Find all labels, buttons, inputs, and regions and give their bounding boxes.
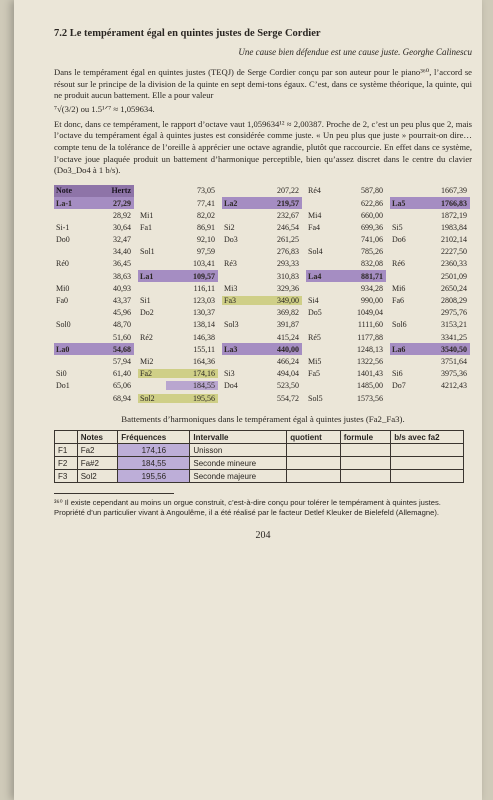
octave-paragraph: Et donc, dans ce tempérament, le rapport d’octave vaut 1,059634¹² ≈ 2,00387. Proche de 2, c’est un peu plus que 2, mais l’octave du tempérament égal à quintes justes est considérée comme juste. « Un peu plus que juste » pourrait-on dire… compte tenu de la tolérance de l’oreille à apprécier une octave agrandie, plutôt que raccourcie. En effet dans ce système, l’octave joue plaquée produit un battement d’harmonique perceptible, bien qu’assez discret dans le centre du clavier (Do3_Do4 à 1 b/s). <box>54 118 472 176</box>
frequency-value: 2501,09 <box>441 271 467 281</box>
grid-row <box>222 246 302 258</box>
frequency-value: 123,03 <box>193 296 215 306</box>
grid-row <box>54 246 134 258</box>
frequency-value: 109,57 <box>193 271 215 281</box>
footnote: ³⁶⁰ Il existe cependant au moins un orgue construit, c’est-à-dire conçu pour tolérer le tempérament à quintes justes. Propriété d’un particulier vivant à Angoulême, il a été réalisé par le facteur Detlef Kleuker de Bielefeld (Allemagne). <box>54 498 441 518</box>
note-name: Sol6 <box>392 320 407 330</box>
frequency-value: 1667,39 <box>441 186 467 196</box>
grid-row <box>390 307 470 319</box>
frequency-value: 232,67 <box>277 210 299 220</box>
table-cell <box>287 457 341 470</box>
note-name: Fa1 <box>140 222 152 232</box>
table-row <box>55 444 464 457</box>
frequency-value: 1573,56 <box>357 393 383 403</box>
grid-row <box>54 307 134 319</box>
frequency-value: 1177,88 <box>357 332 383 342</box>
note-name: Sol1 <box>140 247 155 257</box>
note-name: Do2 <box>140 308 154 318</box>
frequency-value: 3341,25 <box>441 332 467 342</box>
note-name: La3 <box>224 344 238 354</box>
table-cell <box>340 470 390 483</box>
note-name: La2 <box>224 198 238 208</box>
grid-row <box>138 294 218 306</box>
frequency-value: 164,36 <box>193 356 215 366</box>
frequency-value: 3153,21 <box>441 320 467 330</box>
header-hertz: Hertz <box>111 186 131 196</box>
table-row <box>55 470 464 483</box>
grid-row <box>390 331 470 343</box>
grid-column <box>390 185 470 404</box>
frequency-value: 40,93 <box>113 283 131 293</box>
grid-row <box>306 319 386 331</box>
table-cell: Fa2 <box>77 444 118 457</box>
frequency-value: 34,40 <box>113 247 131 257</box>
grid-row <box>138 258 218 270</box>
note-name: Si4 <box>308 296 319 306</box>
table-cell <box>391 444 464 457</box>
note-name: Ré5 <box>308 332 321 342</box>
grid-row <box>54 392 134 404</box>
note-name: Do0 <box>56 235 70 245</box>
grid-row <box>390 355 470 367</box>
frequency-value: 1766,83 <box>441 198 467 208</box>
frequency-value: 554,72 <box>277 393 299 403</box>
grid-row <box>138 355 218 367</box>
grid-row <box>390 185 470 197</box>
grid-row <box>138 368 218 380</box>
frequency-value: 934,28 <box>361 283 383 293</box>
note-name: Mi5 <box>308 356 322 366</box>
fifth-formula: ⁷√(3/2) ou 1.5¹ᐟ⁷ ≈ 1,059634. <box>54 103 155 114</box>
grid-row <box>138 319 218 331</box>
grid-row <box>138 234 218 246</box>
note-name: Fa5 <box>308 369 320 379</box>
frequency-value: 4212,43 <box>441 381 467 391</box>
grid-row <box>390 319 470 331</box>
note-name: Mi0 <box>56 283 70 293</box>
grid-row <box>306 307 386 319</box>
note-name: Sol5 <box>308 393 323 403</box>
grid-row <box>306 270 386 282</box>
table-cell <box>287 444 341 457</box>
grid-column <box>306 185 386 404</box>
grid-row <box>54 343 134 355</box>
note-name: Fa6 <box>392 296 404 306</box>
grid-row <box>222 307 302 319</box>
frequency-value: 1485,00 <box>357 381 383 391</box>
epigraph: Une cause bien défendue est une cause juste. Georghe Calinescu <box>238 47 472 57</box>
frequency-value: 51,60 <box>113 332 131 342</box>
grid-row <box>54 282 134 294</box>
table-cell <box>391 470 464 483</box>
note-name: Mi6 <box>392 283 406 293</box>
table-cell: Seconde mineure <box>190 457 287 470</box>
frequency-value: 2808,29 <box>441 296 467 306</box>
frequency-value: 660,00 <box>361 210 383 220</box>
grid-row <box>222 197 302 209</box>
note-name: Mi1 <box>140 210 154 220</box>
grid-column <box>222 185 302 404</box>
grid-row <box>306 343 386 355</box>
grid-row <box>390 380 470 392</box>
table-cell: Unisson <box>190 444 287 457</box>
table-cell: Sol2 <box>77 470 118 483</box>
book-page <box>14 0 482 800</box>
frequency-value: 184,55 <box>166 381 218 390</box>
grid-row <box>222 355 302 367</box>
note-name: Sol3 <box>224 320 239 330</box>
grid-row <box>138 221 218 233</box>
frequency-value: 103,41 <box>193 259 215 269</box>
table-cell: Fa#2 <box>77 457 118 470</box>
table-cell: 184,55 <box>118 457 190 470</box>
frequency-value: 699,36 <box>361 222 383 232</box>
grid-column <box>54 185 134 404</box>
note-name: Fa2 <box>138 369 166 378</box>
note-name: Sol4 <box>308 247 323 257</box>
frequency-value: 349,00 <box>250 296 302 305</box>
frequency-value: 77,41 <box>197 198 215 208</box>
frequency-value: 174,16 <box>166 369 218 378</box>
column-header: formule <box>340 431 390 444</box>
frequency-value: 2227,50 <box>441 247 467 257</box>
frequency-value: 1401,43 <box>357 369 383 379</box>
grid-row <box>390 343 470 355</box>
grid-row <box>306 355 386 367</box>
frequency-value: 30,64 <box>113 222 131 232</box>
grid-row <box>54 294 134 306</box>
frequency-value: 65,06 <box>113 381 131 391</box>
grid-row <box>306 246 386 258</box>
frequency-value: 38,63 <box>113 271 131 281</box>
grid-row <box>306 185 386 197</box>
grid-row <box>54 319 134 331</box>
note-name: Ré2 <box>140 332 153 342</box>
frequency-value: 130,37 <box>193 308 215 318</box>
grid-row <box>306 294 386 306</box>
note-name: Do5 <box>308 308 322 318</box>
note-name: Si5 <box>392 222 403 232</box>
grid-row <box>306 392 386 404</box>
grid-row <box>390 209 470 221</box>
frequency-value: 466,24 <box>277 356 299 366</box>
frequency-value: 97,59 <box>197 247 215 257</box>
grid-row <box>222 294 302 306</box>
frequency-value: 219,57 <box>277 198 299 208</box>
frequency-value: 293,33 <box>277 259 299 269</box>
note-name: Mi4 <box>308 210 322 220</box>
grid-row <box>222 221 302 233</box>
frequency-value: 1248,13 <box>357 344 383 354</box>
grid-row <box>222 234 302 246</box>
frequency-value: 1872,19 <box>441 210 467 220</box>
frequency-value: 1983,84 <box>441 222 467 232</box>
grid-row <box>390 294 470 306</box>
note-name: Ré4 <box>308 186 321 196</box>
frequency-value: 3975,36 <box>441 369 467 379</box>
note-name: Si6 <box>392 369 403 379</box>
grid-row <box>138 246 218 258</box>
frequency-value: 2102,14 <box>441 235 467 245</box>
frequency-value: 3540,50 <box>441 344 467 354</box>
table-cell: 195,56 <box>118 470 190 483</box>
frequency-value: 494,04 <box>277 369 299 379</box>
column-header: Fréquences <box>118 431 190 444</box>
frequency-value: 832,08 <box>361 259 383 269</box>
frequency-value: 2975,76 <box>441 308 467 318</box>
frequency-value: 1322,56 <box>357 356 383 366</box>
note-name: Ré6 <box>392 259 405 269</box>
frequency-value: 2360,33 <box>441 259 467 269</box>
grid-row <box>54 258 134 270</box>
frequency-value: 415,24 <box>277 332 299 342</box>
frequency-value: 329,36 <box>277 283 299 293</box>
frequency-value: 1049,04 <box>357 308 383 318</box>
grid-row <box>54 380 134 392</box>
note-name: Si0 <box>56 369 67 379</box>
note-name: Fa0 <box>56 296 68 306</box>
note-name: La-1 <box>56 198 72 208</box>
note-name: Do1 <box>56 381 70 391</box>
frequency-value: 48,70 <box>113 320 131 330</box>
frequency-value: 155,11 <box>193 344 215 354</box>
grid-row <box>306 234 386 246</box>
frequency-value: 587,80 <box>361 186 383 196</box>
frequency-value: 276,83 <box>277 247 299 257</box>
grid-row <box>138 185 218 197</box>
grid-row <box>222 185 302 197</box>
grid-row <box>54 368 134 380</box>
note-name: Ré3 <box>224 259 237 269</box>
note-name: La6 <box>392 344 406 354</box>
grid-row <box>138 307 218 319</box>
column-header: Notes <box>77 431 118 444</box>
grid-row <box>138 380 218 392</box>
note-name: Do6 <box>392 235 406 245</box>
header-note: Note <box>56 186 72 196</box>
section-heading: 7.2 Le tempérament égal en quintes justes de Serge Cordier <box>54 28 321 39</box>
table-cell: F1 <box>55 444 78 457</box>
frequency-value: 32,47 <box>113 235 131 245</box>
table-cell <box>287 470 341 483</box>
note-name: Si1 <box>140 296 151 306</box>
note-name: La4 <box>308 271 322 281</box>
frequency-value: 195,56 <box>166 394 218 403</box>
frequency-value: 27,29 <box>113 198 131 208</box>
note-name: Fa4 <box>308 222 320 232</box>
frequency-value: 36,45 <box>113 259 131 269</box>
frequency-value: 82,02 <box>197 210 215 220</box>
grid-row <box>390 221 470 233</box>
frequency-value: 28,92 <box>113 210 131 220</box>
frequency-value: 369,82 <box>277 308 299 318</box>
grid-row <box>222 319 302 331</box>
column-header: quotient <box>287 431 341 444</box>
grid-row <box>222 331 302 343</box>
grid-row <box>222 343 302 355</box>
table-cell: 174,16 <box>118 444 190 457</box>
grid-row <box>138 209 218 221</box>
grid-row <box>222 209 302 221</box>
grid-row <box>54 331 134 343</box>
grid-row <box>390 197 470 209</box>
grid-row <box>54 355 134 367</box>
table-caption: Battements d’harmoniques dans le tempérament égal à quintes justes (Fa2_Fa3). <box>121 414 405 425</box>
note-name: Do3 <box>224 235 238 245</box>
grid-row <box>222 282 302 294</box>
grid-row <box>138 282 218 294</box>
column-header <box>55 431 78 444</box>
frequency-value: 3751,64 <box>441 356 467 366</box>
table-cell <box>340 444 390 457</box>
table-row <box>55 457 464 470</box>
frequency-value: 622,86 <box>361 198 383 208</box>
grid-row <box>222 270 302 282</box>
grid-column <box>138 185 218 404</box>
table-cell <box>340 457 390 470</box>
note-name: Ré0 <box>56 259 69 269</box>
frequency-value: 261,25 <box>277 235 299 245</box>
frequency-value: 246,54 <box>277 222 299 232</box>
frequency-value: 92,10 <box>197 235 215 245</box>
footnote-rule <box>54 493 174 494</box>
note-name: Sol0 <box>56 320 71 330</box>
frequency-value: 138,14 <box>193 320 215 330</box>
table-cell: F2 <box>55 457 78 470</box>
grid-row <box>54 221 134 233</box>
frequency-value: 68,94 <box>113 393 131 403</box>
grid-row <box>138 197 218 209</box>
frequency-value: 207,22 <box>277 186 299 196</box>
note-name: Si2 <box>224 222 235 232</box>
grid-row <box>222 380 302 392</box>
grid-row <box>306 368 386 380</box>
note-name: Do7 <box>392 381 406 391</box>
grid-row <box>138 392 218 404</box>
frequency-value: 881,71 <box>361 271 383 281</box>
frequency-value: 391,87 <box>277 320 299 330</box>
frequency-value: 310,83 <box>277 271 299 281</box>
grid-row <box>390 270 470 282</box>
frequency-grid <box>54 185 472 404</box>
grid-row <box>138 343 218 355</box>
table-cell: F3 <box>55 470 78 483</box>
grid-row <box>390 246 470 258</box>
note-name: Sol2 <box>138 394 166 403</box>
grid-row <box>138 331 218 343</box>
frequency-value: 73,05 <box>197 186 215 196</box>
beats-table-header <box>55 431 464 444</box>
note-name: Mi3 <box>224 283 238 293</box>
note-name: La5 <box>392 198 406 208</box>
frequency-value: 2650,24 <box>441 283 467 293</box>
grid-row <box>54 270 134 282</box>
grid-row <box>222 392 302 404</box>
grid-row <box>390 234 470 246</box>
grid-header <box>54 185 134 197</box>
frequency-value: 57,94 <box>113 356 131 366</box>
note-name: Do4 <box>224 381 238 391</box>
grid-row <box>306 380 386 392</box>
grid-row <box>306 258 386 270</box>
note-name: Fa3 <box>222 296 250 305</box>
page-content <box>54 28 472 541</box>
grid-row <box>54 234 134 246</box>
note-name: Mi2 <box>140 356 154 366</box>
grid-row <box>54 209 134 221</box>
table-cell: Seconde majeure <box>190 470 287 483</box>
note-name: La0 <box>56 344 70 354</box>
column-header: Intervalle <box>190 431 287 444</box>
frequency-value: 86,91 <box>197 222 215 232</box>
grid-row <box>306 282 386 294</box>
frequency-value: 1111,60 <box>357 320 383 330</box>
grid-row <box>306 209 386 221</box>
frequency-value: 523,50 <box>277 381 299 391</box>
grid-row <box>306 331 386 343</box>
frequency-value: 54,68 <box>113 344 131 354</box>
frequency-value: 61,40 <box>113 369 131 379</box>
column-header: b/s avec fa2 <box>391 431 464 444</box>
grid-row <box>390 282 470 294</box>
page-number: 204 <box>255 530 271 542</box>
note-name: Si3 <box>224 369 235 379</box>
beats-table <box>54 430 464 483</box>
table-cell <box>391 457 464 470</box>
frequency-value: 741,06 <box>361 235 383 245</box>
note-name: La1 <box>140 271 154 281</box>
grid-row <box>54 197 134 209</box>
frequency-value: 990,00 <box>361 296 383 306</box>
frequency-value: 146,38 <box>193 332 215 342</box>
frequency-value: 116,11 <box>193 283 215 293</box>
intro-paragraph: Dans le tempérament égal en quintes justes (TEQJ) de Serge Cordier conçu par son auteur pour le piano³⁶⁰, l’accord se résout sur le principe de la division de la quinte en sept demi-tons égaux. C’est, dans ce système théorique, la quinte, qui ne produit aucun battement. Elle a pour valeur <box>54 67 472 101</box>
grid-row <box>222 368 302 380</box>
frequency-value: 785,26 <box>361 247 383 257</box>
grid-row <box>390 258 470 270</box>
frequency-value: 440,00 <box>277 344 299 354</box>
note-name: Si-1 <box>56 222 70 232</box>
frequency-value: 45,96 <box>113 308 131 318</box>
grid-row <box>390 368 470 380</box>
grid-row <box>222 258 302 270</box>
grid-row <box>306 197 386 209</box>
grid-row <box>306 221 386 233</box>
frequency-value: 43,37 <box>113 296 131 306</box>
grid-row <box>138 270 218 282</box>
